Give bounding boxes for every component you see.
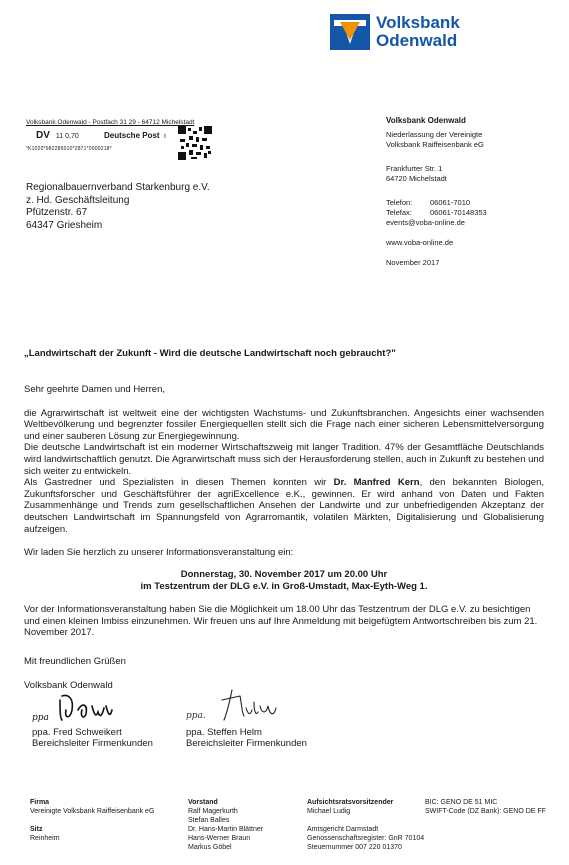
- footer-sitz-value: Reinheim: [30, 835, 60, 842]
- signer-1: [32, 727, 153, 749]
- recipient-address: [26, 182, 210, 232]
- dv-detail: 11 0,70: [55, 133, 79, 140]
- footer-register: Genossenschaftsregister: GnR 70104: [307, 835, 425, 842]
- brand-line-1: Volksbank: [376, 13, 460, 32]
- footer-firma: [30, 798, 154, 843]
- fax-number: 06061-70148353: [430, 208, 487, 217]
- footer-vorstand-member: Markus Göbel: [188, 844, 232, 851]
- invitation-line: Wir laden Sie herzlich zu unserer Informationsveranstaltung ein:: [24, 547, 294, 559]
- bank-info: [386, 116, 487, 268]
- footer-aufsicht-heading: Aufsichtsratsvorsitzender: [307, 799, 394, 806]
- brand-name: [376, 14, 460, 50]
- post-horn-icon: ♁: [161, 131, 168, 140]
- website: www.voba-online.de: [386, 238, 454, 247]
- signature-ppa-mark: ppa.: [186, 711, 206, 721]
- phone-row: [386, 198, 487, 208]
- matrix-code-icon: [178, 126, 212, 160]
- event-details: [24, 569, 544, 592]
- bank-name: Volksbank Odenwald: [386, 116, 466, 125]
- sender-organization: Volksbank Odenwald: [24, 680, 113, 691]
- signer-title: Bereichsleiter Firmenkunden: [32, 738, 153, 749]
- footer-vorstand-member: Hans-Werner Braun: [188, 835, 251, 842]
- paragraph-3-start: Als Gastredner und Spezialisten in diesen Themen konnten wir: [24, 477, 334, 489]
- paragraph-3-end: , den bekannten Biologen, Zukunftsforscher und Geschäftsführer der agriExcellence e.K., gewinnen. Er wird anhand von Daten und Fakten Zusammenhänge und Trends zum gesellschaftlichen Ansehen der Landwirte und zur unbefriedigenden Akzeptanz der deutschen Landwirtschaft im Spannungsfeld von Agrarromantik, volatilen Märkten, Digitalisierung und Globalisierung aufzeigen.: [24, 477, 544, 535]
- speaker-name: Dr. Manfred Kern: [333, 477, 420, 489]
- letter-body: [24, 384, 544, 559]
- dv-label: DV: [36, 130, 50, 141]
- event-date-time: Donnerstag, 30. November 2017 um 20.00 Uhr: [180, 569, 388, 580]
- footer-swift: SWIFT-Code (DZ Bank): GENO DE FF: [425, 808, 546, 815]
- letter-date: November 2017: [386, 258, 440, 267]
- recipient-line: 64347 Griesheim: [26, 219, 103, 231]
- signature-schweikert: [32, 688, 142, 729]
- footer-vorstand-member: Ralf Magerkurth: [188, 808, 238, 815]
- phone-label: Telefon:: [386, 198, 413, 207]
- barcode-number: *K1020*982285010*2871*0000218*: [26, 146, 112, 152]
- signer-name: ppa. Fred Schweikert: [32, 727, 122, 738]
- phone-number: 06061-7010: [430, 198, 471, 207]
- footer-amtsgericht: Amtsgericht Darmstadt: [307, 826, 379, 833]
- email-address: events@voba-online.de: [386, 218, 465, 227]
- paragraph-4: Vor der Informationsveranstaltung haben Sie die Möglichkeit um 18.00 Uhr das Testzentrum der DLG e.V. zu besichtigen und einen kleinen Imbiss einzunehmen. Wir freuen uns auf Ihre Anmeldung mit beigefügtem Antwortschreiben bis zum 21. November 2017.: [24, 604, 538, 639]
- volksbank-logo-icon: [330, 14, 370, 50]
- footer-steuernummer: Steuernummer 007 220 01370: [307, 844, 402, 851]
- brand-line-2: Odenwald: [376, 31, 458, 50]
- signer-title: Bereichsleiter Firmenkunden: [186, 738, 307, 749]
- postage-dv: [36, 130, 79, 141]
- recipient-line: z. Hd. Geschäftsleitung: [26, 194, 130, 206]
- footer-bic: BIC: GENO DE 51 MIC: [425, 799, 498, 806]
- footer-sitz-heading: Sitz: [30, 826, 43, 833]
- deutsche-post-mark: [104, 131, 168, 140]
- signature-helm: [186, 686, 296, 729]
- bank-branch-1: Niederlassung der Vereinigte: [386, 130, 483, 139]
- bank-city: 64720 Michelstadt: [386, 174, 447, 183]
- fax-label: Telefax:: [386, 208, 412, 217]
- recipient-line: Regionalbauernverband Starkenburg e.V.: [26, 182, 210, 193]
- footer-bank-codes: [425, 798, 546, 816]
- paragraph-1: die Agrarwirtschaft ist weltweit eine der wichtigsten Wachstums- und Zukunftsbranchen. Angesichts einer wachsenden Weltbevölkerung und begrenzter fossiler Energiequellen stellt sich die Frage nach einer sicheren Lebensmittelversorgung und einer sauberen Lösung zur Energiegewinnung.: [24, 407, 544, 442]
- salutation: Sehr geehrte Damen und Herren,: [24, 384, 165, 395]
- footer-aufsichtsrat: [307, 798, 424, 852]
- footer-vorstand-heading: Vorstand: [188, 799, 218, 806]
- footer-firma-heading: Firma: [30, 799, 50, 806]
- footer-vorstand-member: Stefan Balles: [188, 817, 230, 824]
- signer-name: ppa. Steffen Helm: [186, 727, 262, 738]
- footer-vorstand-member: Dr. Hans-Martin Blättner: [188, 826, 264, 833]
- footer-firma-value: Vereinigte Volksbank Raiffeisenbank eG: [30, 808, 155, 815]
- recipient-line: Pfützenstr. 67: [26, 207, 88, 218]
- footer-aufsicht-value: Michael Ludig: [307, 808, 351, 815]
- letter-subject: „Landwirtschaft der Zukunft - Wird die deutsche Landwirtschaft noch gebraucht?": [24, 348, 396, 359]
- closing: Mit freundlichen Grüßen: [24, 656, 126, 667]
- paragraph-3: [24, 477, 544, 535]
- return-address-line: Volksbank Odenwald - Postfach 31 29 - 64712 Michelstadt: [26, 119, 195, 126]
- signer-2: [186, 727, 307, 749]
- fax-row: [386, 208, 487, 218]
- deutsche-post-label: Deutsche Post: [104, 131, 160, 140]
- event-location: im Testzentrum der DLG e.V. in Groß-Umstadt, Max-Eyth-Weg 1.: [140, 580, 428, 592]
- footer-vorstand: [188, 798, 263, 852]
- bank-branch-2: Volksbank Raiffeisenbank eG: [386, 140, 484, 149]
- signature-ppa-mark: ppa: [32, 713, 49, 723]
- paragraph-2: Die deutsche Landwirtschaft ist ein moderner Wirtschaftszweig mit langer Tradition. 47% der Gesamtfläche Deutschlands wird landwirtschaftlich genutzt. Die Agrarwirtschaft muss sich der Herausforderung stellen, auch in Zukunft zu bestehen und sich weiter zu entwickeln.: [24, 442, 544, 477]
- bank-street: Frankfurter Str. 1: [386, 164, 443, 173]
